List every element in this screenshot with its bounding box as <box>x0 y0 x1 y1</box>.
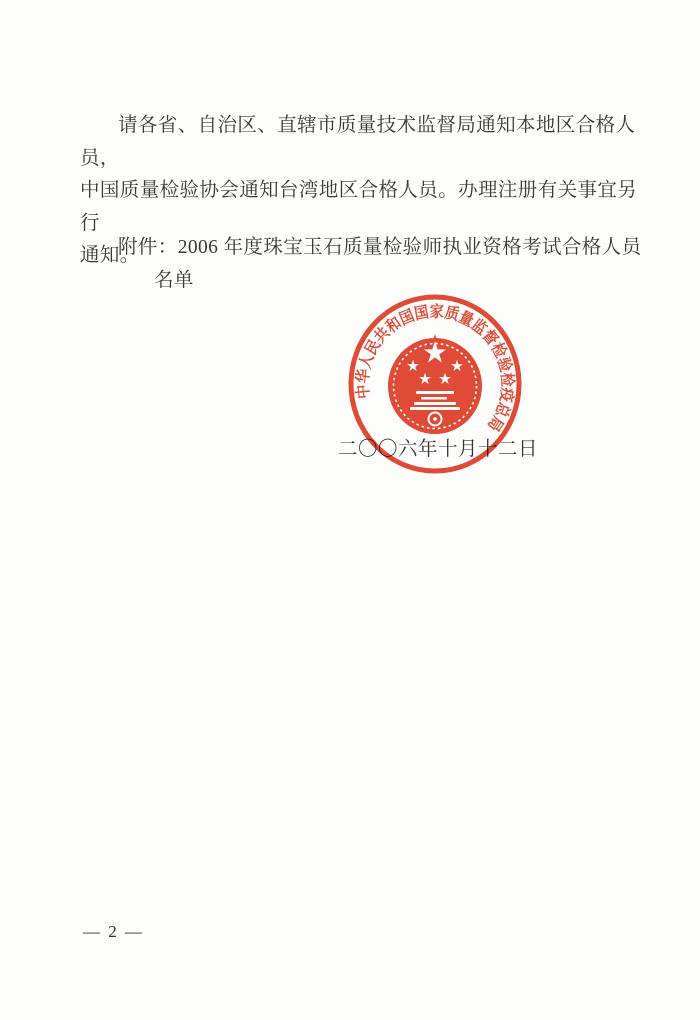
body-line: 请各省、自治区、直辖市质量技术监督局通知本地区合格人员， <box>80 115 636 169</box>
body-line: 通知。 <box>80 245 140 266</box>
official-seal <box>346 294 524 478</box>
body-line: 中国质量检验协会通知台湾地区合格人员。办理注册有关事宜另行 <box>80 180 638 234</box>
page-number: — 2 — <box>83 922 144 941</box>
seal-ring-text: 中华人民共和国国家质量监督检验检疫总局 <box>354 303 516 436</box>
attachment-title-continued: 名单 <box>154 270 194 291</box>
national-emblem-icon <box>388 334 482 434</box>
issue-date: 二〇〇六年十月十二日 <box>338 439 539 460</box>
attachment-title: 附件：2006 年度珠宝玉石质量检验师执业资格考试合格人员 <box>118 237 642 258</box>
